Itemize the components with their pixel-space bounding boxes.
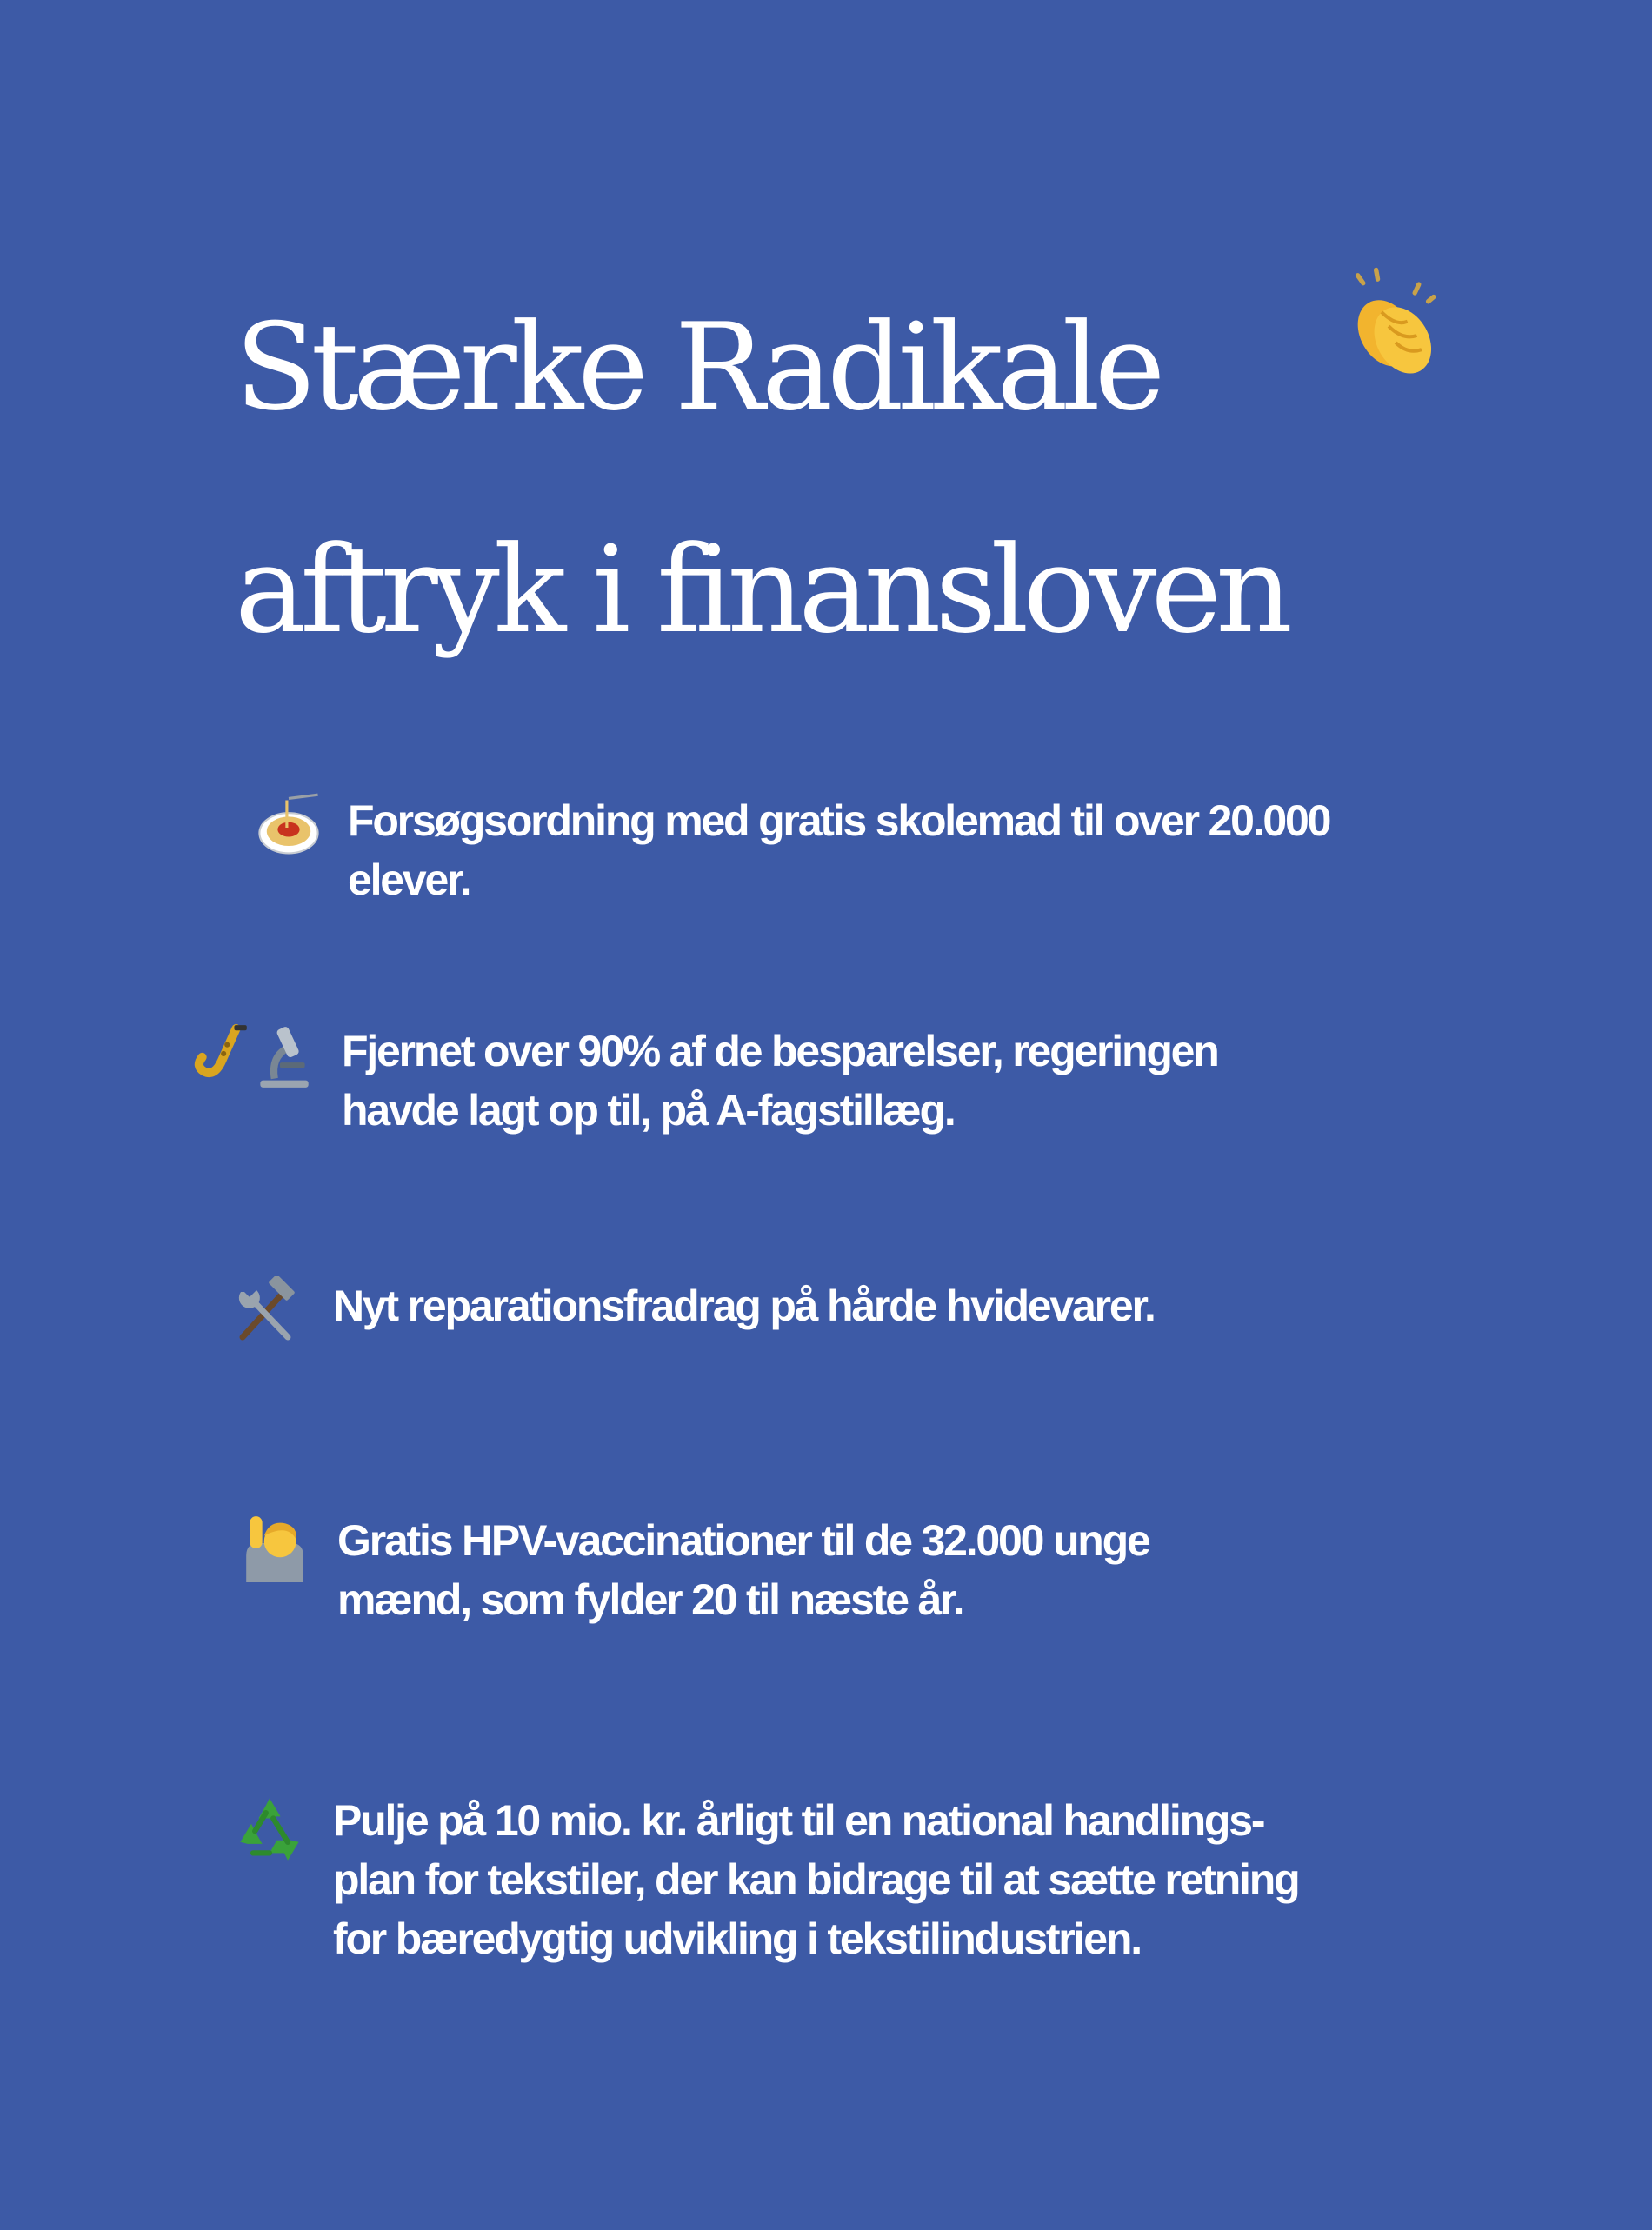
list-item-text: Pulje på 10 mio. kr. årligt til en national handlings- xyxy=(333,1796,1264,1845)
hammer-wrench-icon xyxy=(230,1276,300,1346)
list-item-text: havde lagt op til, på A-fagstillæg. xyxy=(342,1086,955,1135)
recycling-icon xyxy=(233,1791,306,1864)
headline-line-1: Stærke Radikale xyxy=(235,297,1160,437)
list-item-text: elever. xyxy=(348,855,470,904)
microscope-icon xyxy=(248,1022,319,1093)
spaghetti-icon xyxy=(252,791,325,864)
list-item-text: Gratis HPV-vaccinationer til de 32.000 unge xyxy=(337,1516,1149,1565)
person-raising-hand-icon xyxy=(239,1511,310,1582)
list-item-text: Forsøgsordning med gratis skolemad til over 20.000 xyxy=(348,796,1330,845)
list-item-text: Nyt reparationsfradrag på hårde hvidevarer. xyxy=(333,1281,1155,1330)
list-item-text: mænd, som fylder 20 til næste år. xyxy=(337,1575,963,1624)
headline-line-2: aftryk i finansloven xyxy=(235,520,1288,660)
list-item-text: plan for tekstiler, der kan bidrage til at sætte retning xyxy=(333,1855,1299,1904)
saxophone-icon xyxy=(183,1022,254,1093)
clapping-hands-icon xyxy=(1335,265,1452,383)
list-item-text: for bæredygtig udvikling i tekstilindustrien. xyxy=(333,1914,1141,1963)
list-item-text: Fjernet over 90% af de besparelser, regeringen xyxy=(342,1027,1218,1075)
